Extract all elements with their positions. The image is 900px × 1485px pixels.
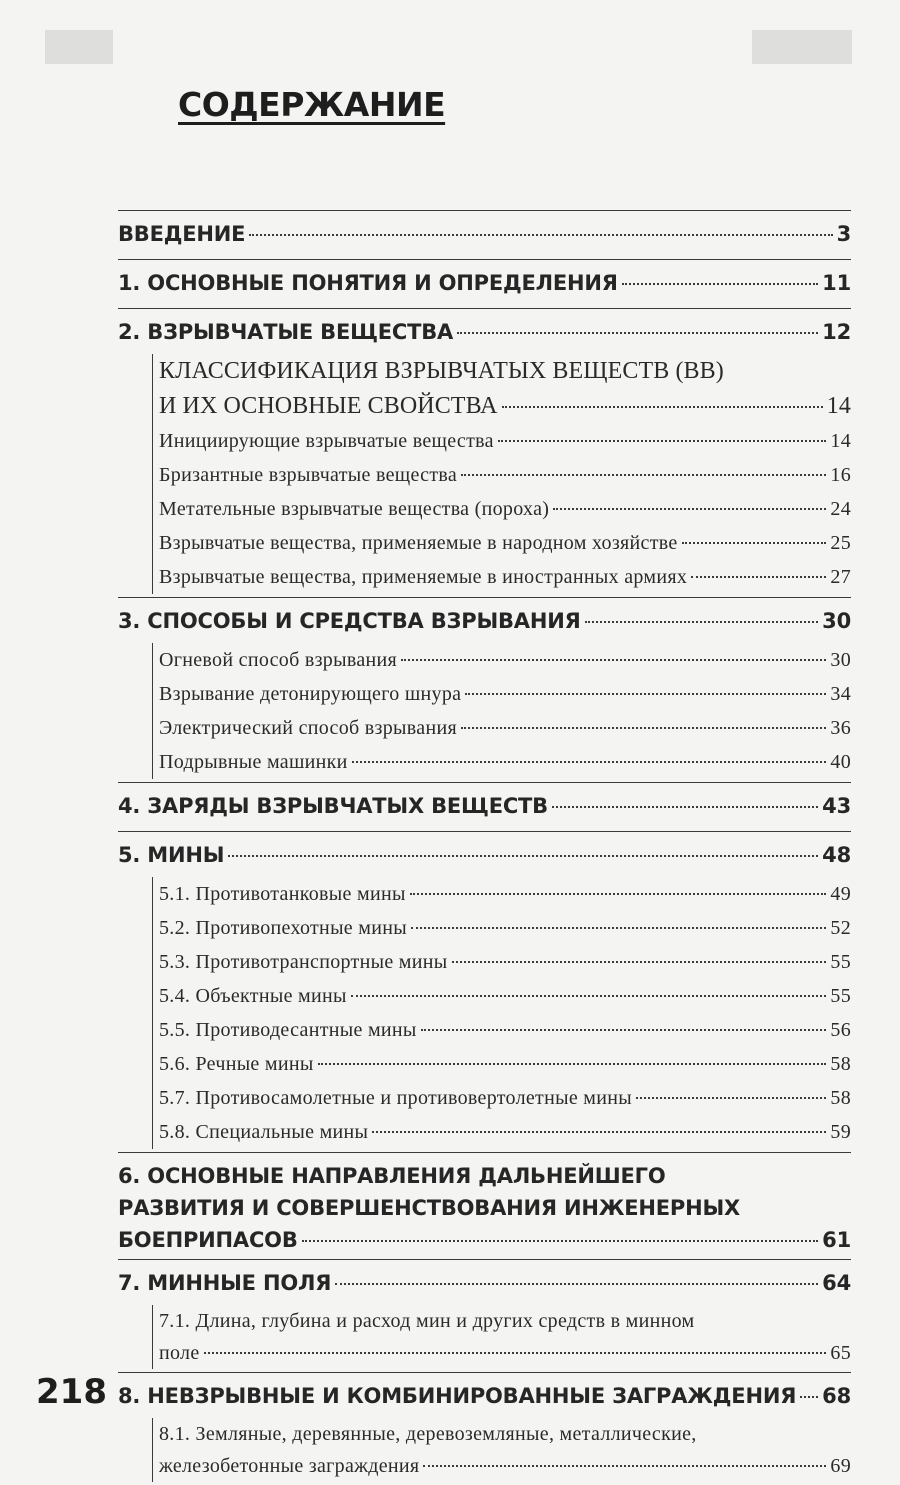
dot-leader [423,1465,826,1467]
toc-entry-title: 4. ЗАРЯДЫ ВЗРЫВЧАТЫХ ВЕЩЕСТВ [118,794,548,818]
toc-entry-page: 43 [822,794,851,818]
toc-section-3 [118,597,851,782]
toc-subentry-title-line2: железобетонные заграждения [159,1455,420,1477]
toc-subentry[interactable] [159,1081,851,1115]
toc-subentry[interactable] [159,1418,851,1482]
toc-subentry-title: Подрывные машинки [159,751,348,773]
table-of-contents [118,210,851,1485]
toc-subentry[interactable] [159,945,851,979]
toc-entry-page: 68 [822,1384,851,1408]
dot-leader [335,1283,818,1285]
toc-subentry-title-line2: И ИХ ОСНОВНЫЕ СВОЙСТВА [159,393,498,419]
toc-subentry-title: 5.6. Речные мины [159,1053,314,1075]
dot-leader [401,659,826,661]
toc-subentry[interactable] [159,979,851,1013]
toc-entry-page: 61 [822,1228,851,1252]
toc-entry-title: 8. НЕВЗРЫВНЫЕ И КОМБИНИРОВАННЫЕ ЗАГРАЖДЕНИЯ [118,1384,797,1408]
toc-subentry[interactable] [159,1305,851,1369]
toc-subentry[interactable] [159,643,851,677]
toc-entry-title-line2: РАЗВИТИЯ И СОВЕРШЕНСТВОВАНИЯ ИНЖЕНЕРНЫХ [118,1196,741,1220]
toc-subentry-title: 5.8. Специальные мины [159,1121,369,1143]
dot-leader [461,727,826,729]
toc-subentry[interactable] [159,458,851,492]
dot-leader [411,927,826,929]
dot-leader [228,855,818,857]
dot-leader [452,961,827,963]
toc-subentry-page: 58 [830,1053,851,1075]
toc-entry[interactable] [118,833,851,877]
toc-section-5 [118,831,851,1152]
toc-subentry-title: Взрывчатые вещества, применяемые в иностранных армиях [159,566,688,588]
toc-subsection-list [152,354,851,594]
toc-subentry-page: 59 [830,1121,851,1143]
toc-entry-title-line3: БОЕПРИПАСОВ [118,1228,298,1252]
toc-subentry[interactable] [159,911,851,945]
toc-subentry-title: 5.4. Объектные мины [159,985,347,1007]
dot-leader [552,806,818,808]
toc-subentry-title-line1: 8.1. Земляные, деревянные, деревоземляные, металлические, [159,1423,697,1445]
toc-section-6 [118,1152,851,1259]
toc-subentry-title: Электрический способ взрывания [159,717,457,739]
toc-entry-page: 11 [822,271,851,295]
toc-entry[interactable] [118,784,851,828]
toc-entry[interactable] [118,1261,851,1305]
toc-subentry-page: 65 [830,1342,851,1364]
toc-subentry-page: 16 [830,464,851,486]
toc-subentry-page: 49 [830,883,851,905]
dot-leader [498,440,827,442]
toc-entry[interactable] [118,261,851,305]
toc-subentry-title: Метательные взрывчатые вещества (пороха) [159,498,550,520]
toc-subentry-title-line1: 7.1. Длина, глубина и расход мин и других средств в минном [159,1310,695,1332]
toc-subentry-page: 69 [830,1455,851,1477]
dot-leader [682,542,827,544]
toc-subentry[interactable] [159,526,851,560]
toc-entry[interactable] [118,1154,851,1256]
toc-subentry-title: 5.1. Противотанковые мины [159,883,406,905]
dot-leader [622,283,818,285]
toc-subentry-title: Инициирующие взрывчатые вещества [159,430,494,452]
dot-leader [372,1131,826,1133]
toc-section-1 [118,259,851,308]
dot-leader [457,332,818,334]
toc-subentry-page: 55 [830,985,851,1007]
toc-subentry-title: 5.5. Противодесантные мины [159,1019,417,1041]
toc-subentry-page: 27 [830,566,851,588]
toc-subentry-title: Взрывание детонирующего шнура [159,683,462,705]
page-title: СОДЕРЖАНИЕ [178,85,446,124]
toc-subsection-list [152,643,851,779]
toc-subentry-page: 14 [826,393,851,419]
toc-entry-page: 30 [822,609,851,633]
toc-subentry-page: 55 [830,951,851,973]
dot-leader [502,406,823,408]
toc-subentry-page: 36 [830,717,851,739]
toc-entry[interactable] [118,599,851,643]
toc-subentry[interactable] [159,560,851,594]
toc-subentry[interactable] [159,711,851,745]
toc-subentry-page: 52 [830,917,851,939]
dot-leader [585,621,819,623]
running-header-right [752,30,852,64]
toc-entry-page: 64 [822,1271,851,1295]
toc-entry[interactable] [118,1374,851,1418]
toc-section-2 [118,308,851,597]
toc-subsection-list [152,877,851,1149]
toc-subentry-title: 5.3. Противотранспортные мины [159,951,448,973]
toc-subentry-page: 14 [830,430,851,452]
toc-section-4 [118,782,851,831]
dot-leader [636,1097,826,1099]
toc-entry[interactable] [118,310,851,354]
running-header-left [45,30,113,64]
toc-subentry-title: 5.7. Противосамолетные и противовертолетные мины [159,1087,632,1109]
toc-entry-title: 1. ОСНОВНЫЕ ПОНЯТИЯ И ОПРЕДЕЛЕНИЯ [118,271,618,295]
dot-leader [352,761,827,763]
toc-subentry-page: 58 [830,1087,851,1109]
toc-entry-title: 7. МИННЫЕ ПОЛЯ [118,1271,332,1295]
toc-subentry-page: 34 [830,683,851,705]
toc-subentry-page: 24 [830,498,851,520]
toc-subentry-title: Огневой способ взрывания [159,649,398,671]
toc-entry-page: 3 [836,222,851,246]
toc-subentry[interactable] [159,354,851,424]
toc-subentry[interactable] [159,492,851,526]
toc-subentry-title: 5.2. Противопехотные мины [159,917,407,939]
toc-section-8 [118,1372,851,1485]
toc-section-introduction [118,210,851,259]
toc-subentry-title-line2: поле [159,1342,200,1364]
toc-section-7 [118,1259,851,1372]
dot-leader [553,508,826,510]
toc-subsection-list [152,1305,851,1369]
toc-subentry[interactable] [159,1013,851,1047]
dot-leader [421,1029,827,1031]
toc-subentry[interactable] [159,745,851,779]
toc-entry-title: ВВЕДЕНИЕ [118,222,246,246]
toc-subentry[interactable] [159,877,851,911]
toc-subsection-list [152,1418,851,1482]
toc-subentry-title: Взрывчатые вещества, применяемые в народном хозяйстве [159,532,678,554]
dot-leader [410,893,827,895]
toc-subentry-page: 40 [830,751,851,773]
toc-entry[interactable] [118,212,851,256]
toc-subentry-title-line1: КЛАССИФИКАЦИЯ ВЗРЫВЧАТЫХ ВЕЩЕСТВ (ВВ) [159,358,724,384]
dot-leader [461,474,826,476]
toc-entry-title-line1: 6. ОСНОВНЫЕ НАПРАВЛЕНИЯ ДАЛЬНЕЙШЕГО [118,1164,666,1188]
toc-subentry-page: 56 [830,1019,851,1041]
toc-subentry-page: 25 [830,532,851,554]
toc-entry-title: 5. МИНЫ [118,843,225,867]
dot-leader [351,995,827,997]
page-number: 218 [36,1372,107,1412]
toc-entry-page: 12 [822,320,851,344]
dot-leader [691,576,826,578]
dot-leader [204,1352,827,1354]
dot-leader [465,693,826,695]
toc-entry-page: 48 [822,843,851,867]
toc-subentry[interactable] [159,677,851,711]
dot-leader [302,1240,819,1242]
toc-subentry[interactable] [159,1115,851,1149]
dot-leader [800,1396,818,1398]
toc-entry-title: 3. СПОСОБЫ И СРЕДСТВА ВЗРЫВАНИЯ [118,609,581,633]
toc-subentry[interactable] [159,1047,851,1081]
toc-subentry-title: Бризантные взрывчатые вещества [159,464,458,486]
dot-leader [249,234,832,236]
dot-leader [318,1063,827,1065]
toc-entry-title: 2. ВЗРЫВЧАТЫЕ ВЕЩЕСТВА [118,320,454,344]
toc-subentry-page: 30 [830,649,851,671]
toc-subentry[interactable] [159,424,851,458]
